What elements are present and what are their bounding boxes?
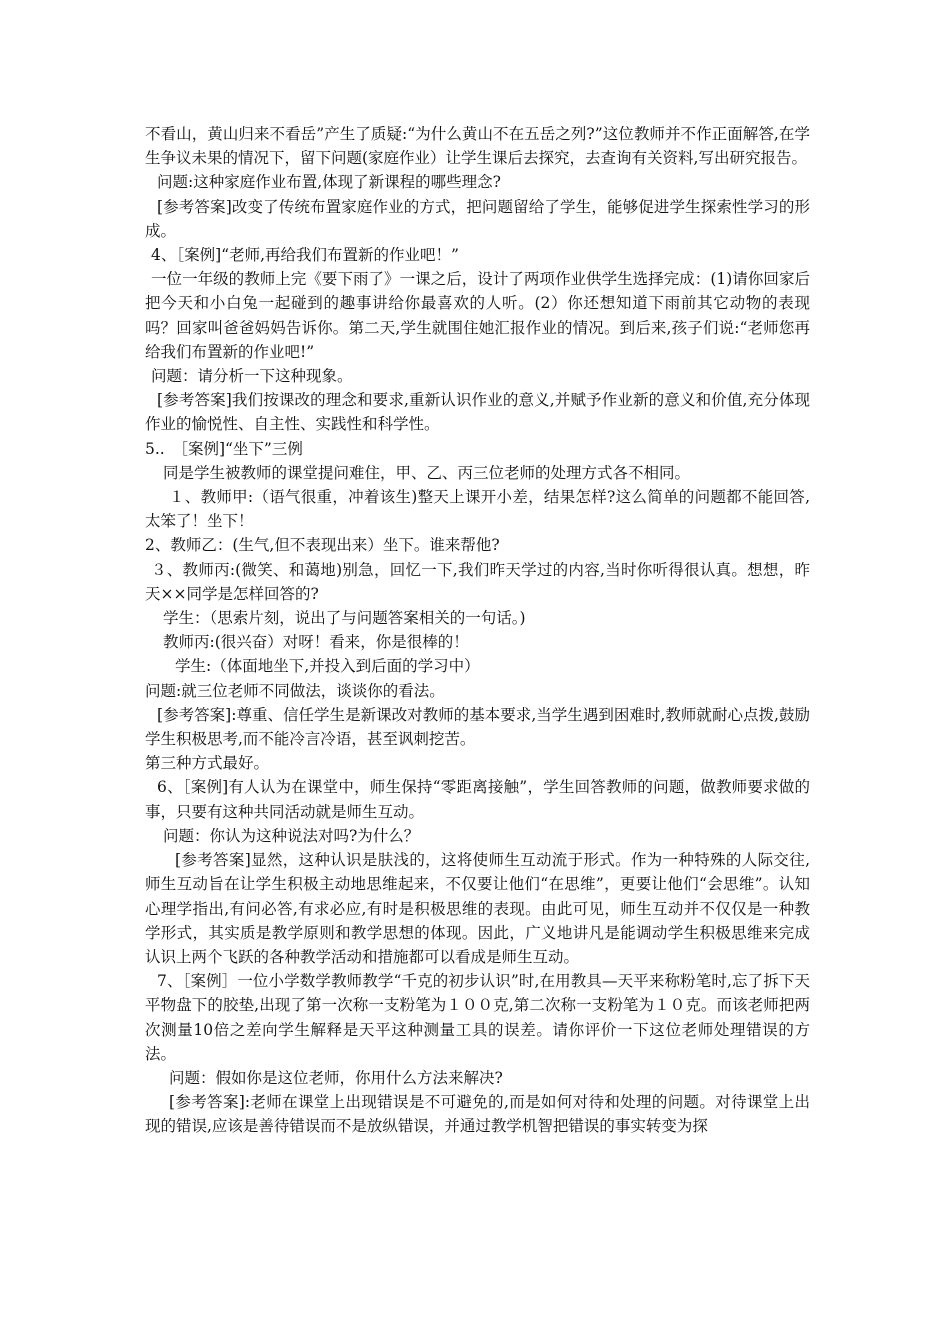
paragraph-teacher-a: １、教师甲:（语气很重，冲着该生)整天上课开小差，结果怎样?这么简单的问题都不能回答,太笨了！坐下！ (145, 488, 810, 531)
paragraph-question-3: 问题:这种家庭作业布置,体现了新课程的哪些理念? (157, 173, 501, 192)
paragraph-answer-4: [参考答案]我们按课改的理念和要求,重新认识作业的意义,并赋予作业新的意义和价值,充分体现作业的愉悦性、自主性、实践性和科学性。 (145, 391, 810, 434)
paragraph-case4-body: 一位一年级的教师上完《要下雨了》一课之后，设计了两项作业供学生选择完成：(1)请你回家后把今天和小白兔一起碰到的趣事讲给你最喜欢的人听。(2）你还想知道下雨前其它动物的表现吗？回家叫爸爸妈妈告诉你。第二天,学生就围住她汇报作业的情况。到后来,孩子们说:“老师您再给我们布置新的作业吧!” (145, 270, 810, 361)
paragraph-answer-5-conclusion: 第三种方式最好。 (145, 754, 270, 773)
paragraph-question-7: 问题：假如你是这位老师，你用什么方法来解决? (169, 1068, 503, 1087)
paragraph-question-5: 问题:就三位老师不同做法，谈谈你的看法。 (145, 681, 445, 700)
paragraph-question-4: 问题：请分析一下这种现象。 (151, 367, 353, 386)
paragraph-case5-intro: 同是学生被教师的课堂提问难住，甲、乙、丙三位老师的处理方式各不相同。 (163, 463, 691, 482)
paragraph-teacher-c: ３、教师丙:(微笑、和蔼地)别急，回忆一下,我们昨天学过的内容,当时你听得很认真。想想，昨天××同学是怎样回答的? (145, 560, 810, 603)
paragraph-student-reply: 学生：（思索片刻，说出了与问题答案相关的一句话。) (163, 609, 526, 628)
paragraph-case5-heading: 5.. ［案例]“坐下”三例 (145, 439, 303, 458)
paragraph-answer-3: [参考答案]改变了传统布置家庭作业的方式，把问题留给了学生，能够促进学生探索性学习的形成。 (145, 197, 810, 240)
paragraph-teacher-b: 2、教师乙：(生气,但不表现出来）坐下。谁来帮他? (145, 536, 500, 555)
paragraph-question-6: 问题：你认为这种说法对吗?为什么？ (163, 826, 420, 845)
paragraph-case3-continued: 不看山，黄山归来不看岳”产生了质疑:“为什么黄山不在五岳之列?”这位教师并不作正面解答,在学生争议未果的情况下，留下问题(家庭作业）让学生课后去探究，去查询有关资料,写出研究报告。 (145, 125, 810, 168)
document-page (145, 122, 810, 1139)
paragraph-case7: 7、［案例］一位小学数学教师教学“千克的初步认识”时,在用教具—天平来称粉笔时,忘了拆下天平物盘下的胶垫,出现了第一次称一支粉笔为１００克,第二次称一支粉笔为１０克。而该老师把两次测量10倍之差向学生解释是天平这种测量工具的误差。请你评价一下这位老师处理错误的方法。 (145, 972, 810, 1063)
paragraph-case6: 6、［案例]有人认为在课堂中，师生保持“零距离接触”，学生回答教师的问题，做教师要求做的事，只要有这种共同活动就是师生互动。 (145, 778, 810, 821)
paragraph-teacher-c-response: 教师丙:(很兴奋）对呀！看来，你是很棒的！ (163, 633, 469, 652)
paragraph-answer-6: [参考答案]显然，这种认识是肤浅的，这将使师生互动流于形式。作为一种特殊的人际交往,师生互动旨在让学生积极主动地思维起来，不仅要让他们“在思维”，更要让他们“会思维”。认知心理学指出,有问必答,有求必应,有时是积极思维的表现。由此可见，师生互动并不仅仅是一种教学形式，其实质是教学原则和教学思想的体现。因此，广义地讲凡是能调动学生积极思维来完成认识上两个飞跃的各种教学活动和措施都可以看成是师生互动。 (145, 851, 810, 966)
paragraph-answer-7: [参考答案]:老师在课堂上出现错误是不可避免的,而是如何对待和处理的问题。对待课堂上出现的错误,应该是善待错误而不是放纵错误，并通过教学机智把错误的事实转变为探 (145, 1093, 810, 1136)
paragraph-student-sits: 学生:（体面地坐下,并投入到后面的学习中） (175, 657, 480, 676)
paragraph-case4-heading: 4、［案例]“老师,再给我们布置新的作业吧！” (151, 246, 459, 265)
paragraph-answer-5: [参考答案]:尊重、信任学生是新课改对教师的基本要求,当学生遇到困难时,教师就耐心点拨,鼓励学生积极思考,而不能冷言冷语，甚至讽刺挖苦。 (145, 705, 810, 749)
